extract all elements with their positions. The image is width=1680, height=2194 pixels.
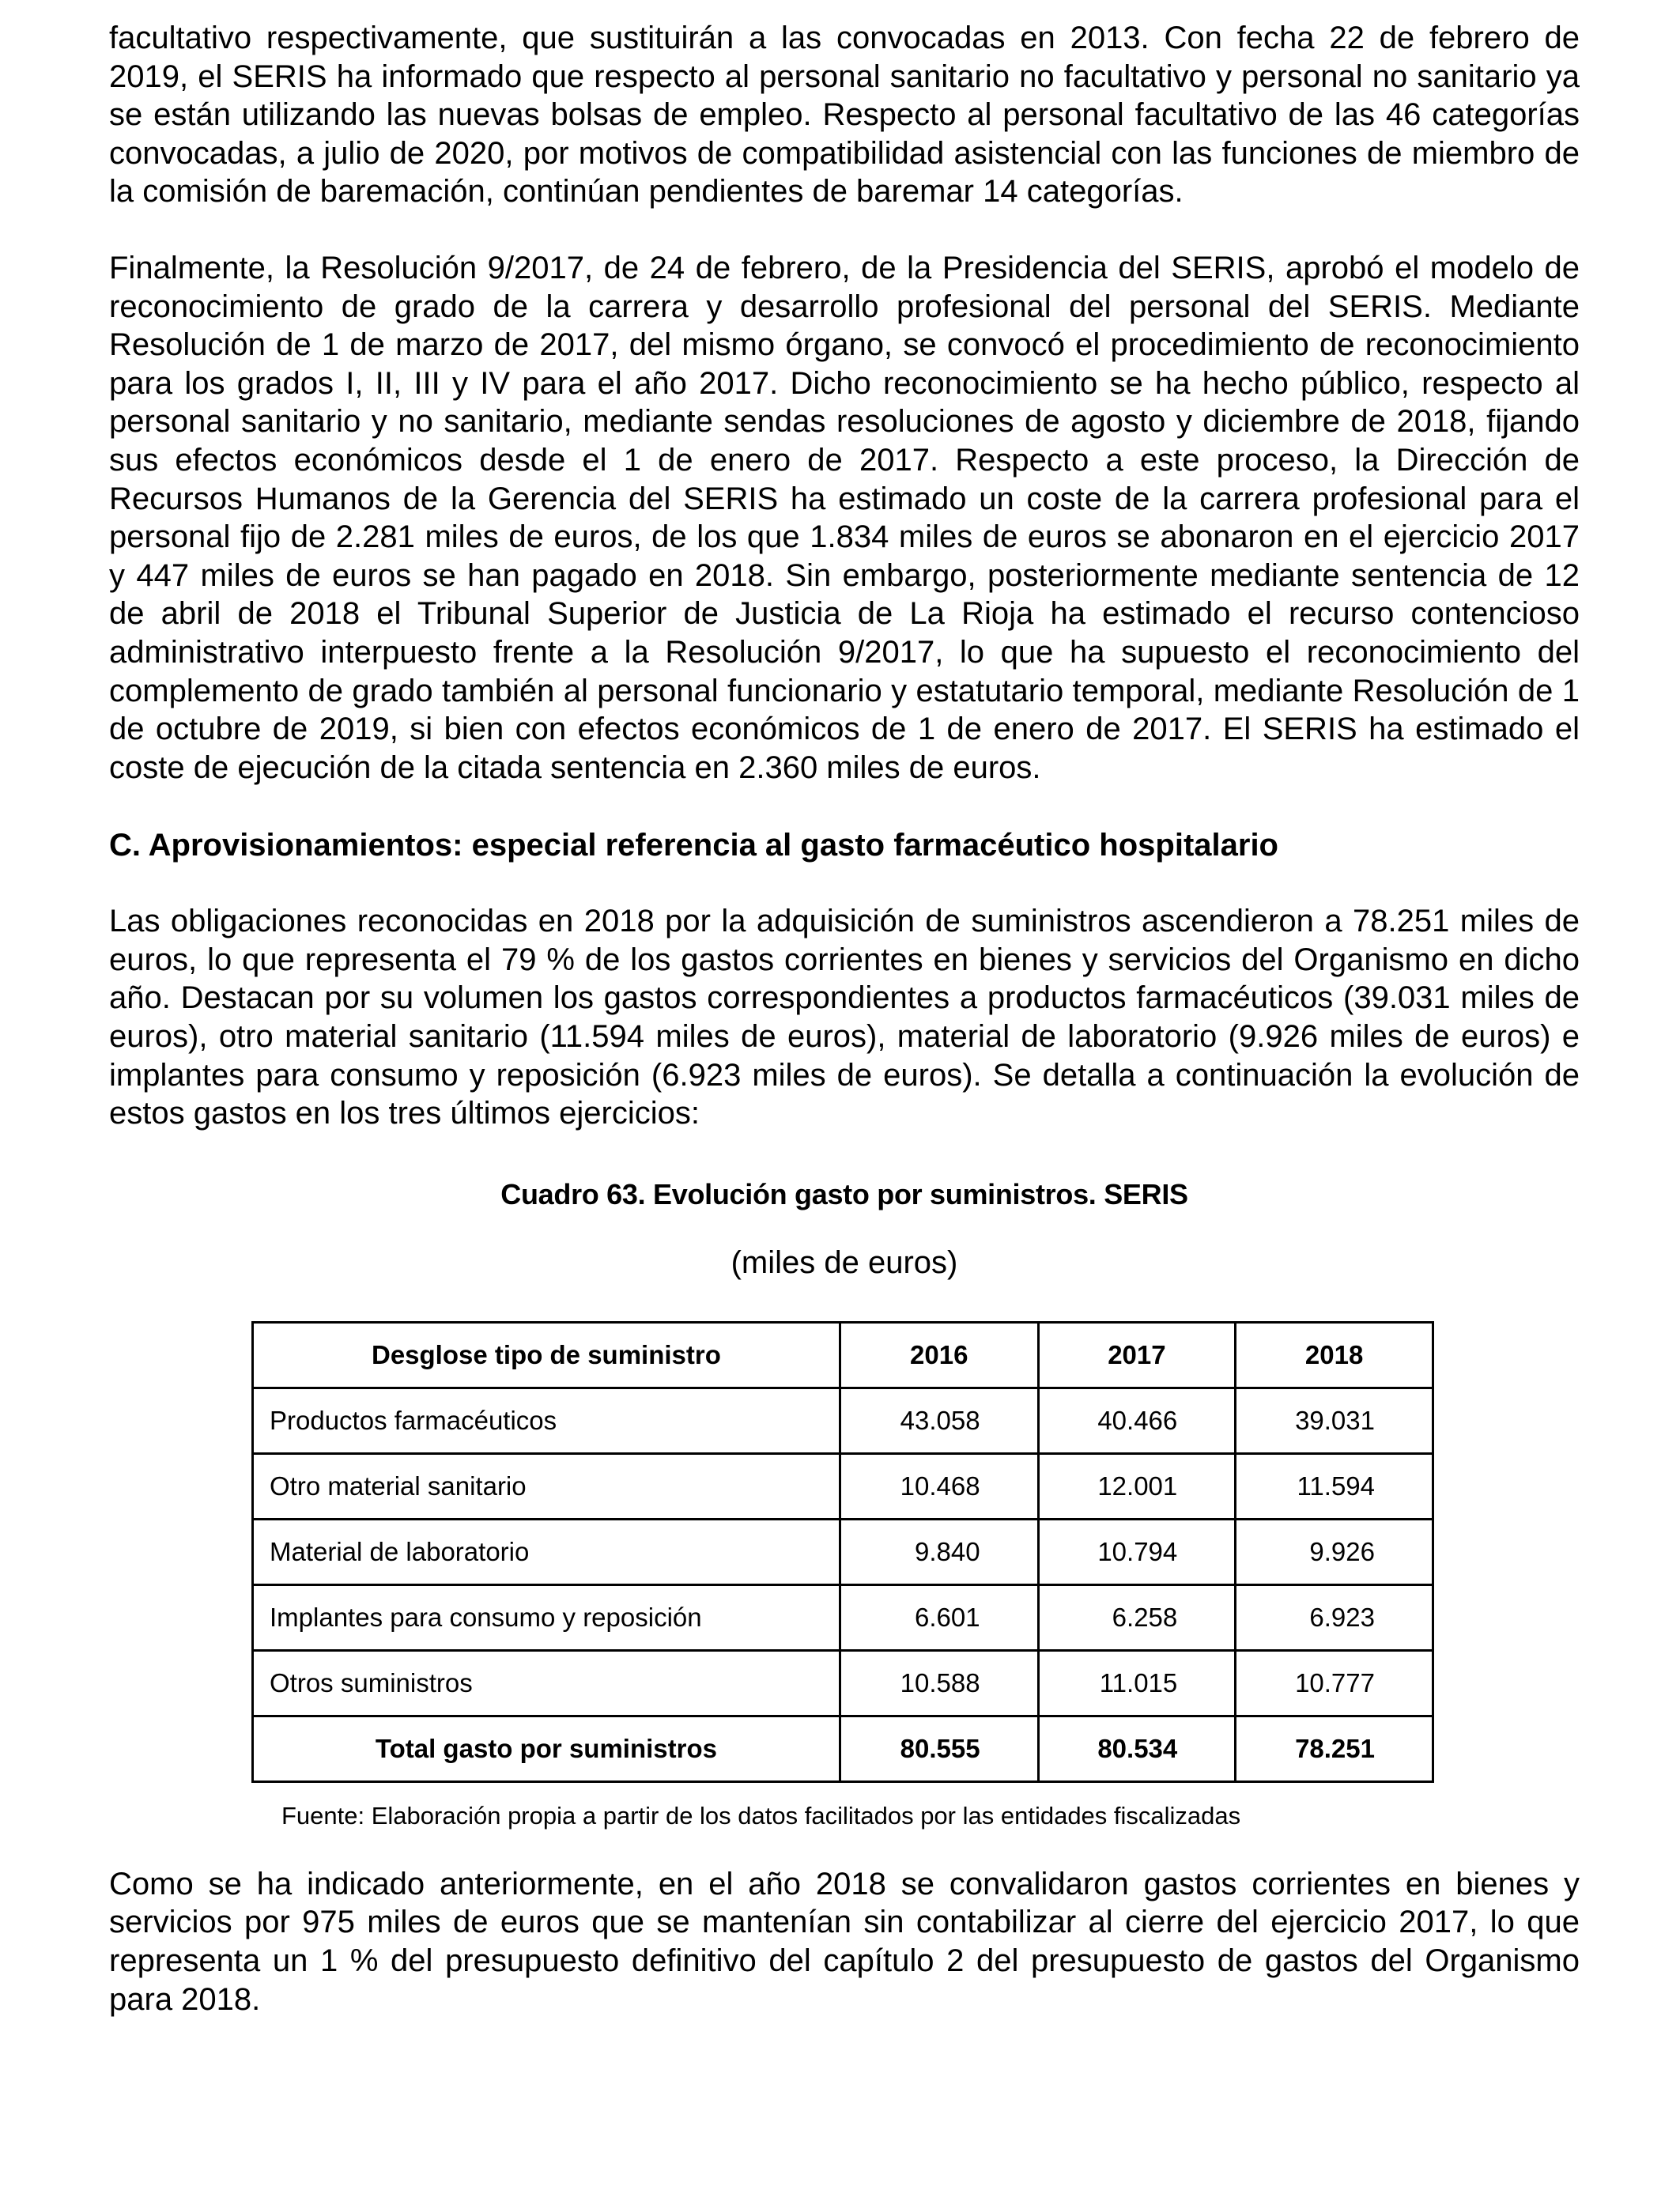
table-total-row xyxy=(253,1716,1433,1781)
paragraph-convalidacion: Como se ha indicado anteriormente, en el año 2018 se convalidaron gastos corrientes en bienes y servicios por 975 miles de euros que se mantenían sin contabilizar al cierre del ejercicio 2017, lo que representa un 1 % del presupuesto definitivo del capítulo 2 del presupuesto de gastos del Organismo para 2018. xyxy=(109,1866,1580,2017)
table-row xyxy=(253,1453,1433,1519)
cell-2018: 6.923 xyxy=(1236,1584,1433,1650)
supplies-table xyxy=(251,1321,1434,1783)
total-2016: 80.555 xyxy=(840,1716,1038,1781)
total-label: Total gasto por suministros xyxy=(253,1716,840,1781)
table-row xyxy=(253,1584,1433,1650)
cell-2016: 43.058 xyxy=(840,1388,1038,1453)
row-label: Otro material sanitario xyxy=(253,1453,840,1519)
paragraph-carrera-profesional: Finalmente, la Resolución 9/2017, de 24 de febrero, de la Presidencia del SERIS, aprobó el modelo de reconocimiento de grado de la carrera y desarrollo profesional del personal del SERIS. Mediante Resolución de 1 de marzo de 2017, del mismo órgano, se convocó el procedimiento de reconocimiento para los grados I, II, III y IV para el año 2017. Dicho reconocimiento se ha hecho público, respecto al personal sanitario y no sanitario, mediante sendas resoluciones de agosto y diciembre de 2018, fijando sus efectos económicos desde el 1 de enero de 2017. Respecto a este proceso, la Dirección de Recursos Humanos de la Gerencia del SERIS ha estimado un coste de la carrera profesional para el personal fijo de 2.281 miles de euros, de los que 1.834 miles de euros se abonaron en el ejercicio 2017 y 447 miles de euros se han pagado en 2018. Sin embargo, posteriormente mediante sentencia de 12 de abril de 2018 el Tribunal Superior de Justicia de La Rioja ha estimado el recurso contencioso administrativo interpuesto frente a la Resolución 9/2017, lo que ha supuesto el reconocimiento del complemento de grado también al personal funcionario y estatutario temporal, mediante Resolución de 1 de octubre de 2019, si bien con efectos económicos de 1 de enero de 2017. El SERIS ha estimado el coste de ejecución de la citada sentencia en 2.360 miles de euros. xyxy=(109,250,1580,785)
cell-2017: 40.466 xyxy=(1038,1388,1236,1453)
cell-2018: 9.926 xyxy=(1236,1519,1433,1584)
row-label: Implantes para consumo y reposición xyxy=(253,1584,840,1650)
table-title: Cuadro 63. Evolución gasto por suministros. SERIS xyxy=(500,1177,1188,1210)
cell-2018: 11.594 xyxy=(1236,1453,1433,1519)
header-cell-type: Desglose tipo de suministro xyxy=(253,1322,840,1388)
cell-2016: 6.601 xyxy=(840,1584,1038,1650)
cell-2016: 10.588 xyxy=(840,1650,1038,1716)
total-2018: 78.251 xyxy=(1236,1716,1433,1781)
cell-2017: 10.794 xyxy=(1038,1519,1236,1584)
document-page xyxy=(109,19,1580,2018)
table-row xyxy=(253,1388,1433,1453)
table-row xyxy=(253,1650,1433,1716)
paragraph-bolsas-empleo: facultativo respectivamente, que sustituirán a las convocadas en 2013. Con fecha 22 de febrero de 2019, el SERIS ha informado que respecto al personal sanitario no facultativo y personal no sanitario ya se están utilizando las nuevas bolsas de empleo. Respecto al personal facultativo de las 46 categorías convocadas, a julio de 2020, por motivos de compatibilidad asistencial con las funciones de miembro de la comisión de baremación, continúan pendientes de baremar 14 categorías. xyxy=(109,21,1580,210)
row-label: Otros suministros xyxy=(253,1650,840,1716)
paragraph-suministros: Las obligaciones reconocidas en 2018 por la adquisición de suministros ascendieron a 78.251 miles de euros, lo que representa el 79 % de los gastos corrientes en bienes y servicios del Organismo en dicho año. Destacan por su volumen los gastos correspondientes a productos farmacéuticos (39.031 miles de euros), otro material sanitario (11.594 miles de euros), material de laboratorio (9.926 miles de euros) e implantes para consumo y reposición (6.923 miles de euros). Se detalla a continuación la evolución de estos gastos en los tres últimos ejercicios: xyxy=(109,904,1580,1131)
row-label: Material de laboratorio xyxy=(253,1519,840,1584)
cell-2018: 10.777 xyxy=(1236,1650,1433,1716)
table-source-note: Fuente: Elaboración propia a partir de los datos facilitados por las entidades fiscalizadas xyxy=(281,1801,1241,1830)
header-cell-2017: 2017 xyxy=(1038,1322,1236,1388)
total-2017: 80.534 xyxy=(1038,1716,1236,1781)
table-units: (miles de euros) xyxy=(731,1244,958,1280)
table-header-row xyxy=(253,1322,1433,1388)
row-label: Productos farmacéuticos xyxy=(253,1388,840,1453)
cell-2016: 9.840 xyxy=(840,1519,1038,1584)
cell-2016: 10.468 xyxy=(840,1453,1038,1519)
cell-2017: 6.258 xyxy=(1038,1584,1236,1650)
header-cell-2016: 2016 xyxy=(840,1322,1038,1388)
cell-2017: 11.015 xyxy=(1038,1650,1236,1716)
section-heading: C. Aprovisionamientos: especial referencia al gasto farmacéutico hospitalario xyxy=(109,828,1278,863)
cell-2017: 12.001 xyxy=(1038,1453,1236,1519)
cell-2018: 39.031 xyxy=(1236,1388,1433,1453)
header-cell-2018: 2018 xyxy=(1236,1322,1433,1388)
table-row xyxy=(253,1519,1433,1584)
